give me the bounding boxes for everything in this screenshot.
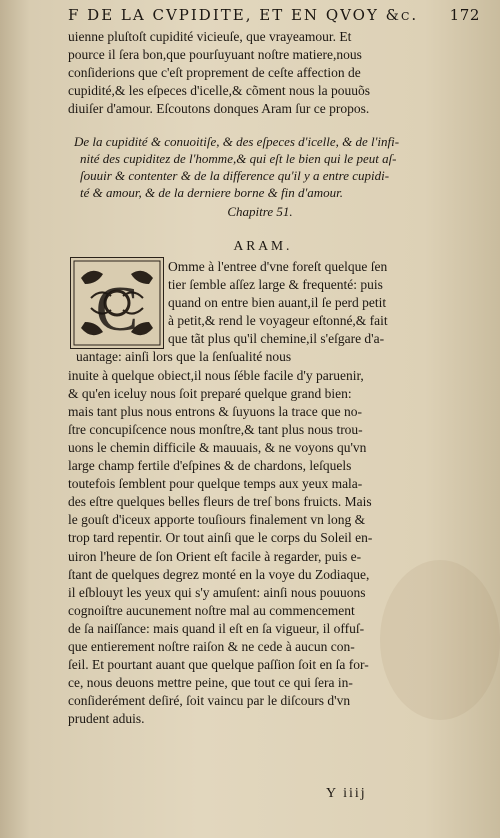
text-line: tier ſemble aſſez large & frequenté: puis: [168, 277, 383, 293]
text-line: uantage: ainſi lors que la ſenſualité nous: [76, 349, 292, 365]
text-line: quand on entre bien auant,il ſe perd petit: [168, 295, 387, 311]
chapter-summary: [74, 133, 480, 201]
text-line: conſiderément deſiré, ſoit vaincu par le diſcours d'vn: [68, 693, 351, 709]
text-line: inuite à quelque obiect,il nous ſéble facile d'y paruenir,: [68, 367, 364, 383]
summary-line: té & amour, & de la derniere borne & fin d'amour.: [80, 185, 344, 200]
text-line: des eſtre quelques belles fleurs de treſ bons fruicts. Mais: [68, 494, 372, 510]
text-line: toutefois ſemblent pour quelque temps aux yeux mala-: [68, 476, 363, 492]
text-line: il eſblouyt les yeux qui s'y amuſent: ainſi nous pouuons: [68, 584, 366, 600]
text-line: trop tard repentir. Or tout ainſi que le corps du Soleil en-: [68, 530, 373, 546]
text-line: de ſa naiſſance: mais quand il eſt en ſa vigueur, il offuſ-: [68, 620, 365, 636]
speaker-heading: ARAM.: [233, 238, 293, 253]
summary-line: nité des cupiditez de l'homme,& qui eſt le bien qui le peut aſ-: [80, 151, 397, 166]
text-line: uons le chemin difficile & mauuais, & ne voyons qu'vn: [68, 439, 367, 455]
text-line: & qu'en iceluy nous ſoit preparé quelque grand bien:: [68, 385, 352, 401]
text-line: que entierement noſtre raiſon & ne cede à aucun con-: [68, 638, 355, 654]
text-line: ce, nous deuons mettre peine, que tout ce qui ſera in-: [68, 675, 353, 691]
text-line: que tãt plus qu'il chemine,il s'eſgare d'a-: [168, 331, 385, 347]
top-paragraph: [68, 28, 480, 118]
text-line: large champ fertile d'eſpines & de chardons, leſquels: [68, 458, 352, 474]
text-line: uienne pluſtoſt cupidité vicieuſe, que vrayeamour. Et: [68, 29, 352, 44]
page-number: 172: [449, 6, 480, 24]
summary-line: De la cupidité & conuoitiſe, & des eſpeces d'icelle, & de l'infi-: [74, 134, 400, 149]
text-line: ſtant de quelques degrez monté en la voye du Zodiaque,: [68, 566, 370, 582]
text-line: ſtre concupiſcence nous monſtre,& tant plus nous trou-: [68, 421, 363, 437]
text-line: conſiderions que c'eſt proprement de ceſte affection de: [68, 65, 361, 80]
text-line: uiron l'heure de ſon Orient eſt facile à regarder, puis e-: [68, 548, 362, 564]
chapter-label: Chapitre 51.: [227, 204, 293, 219]
text-line: diuiſer d'amour. Eſcoutons donques Aram ſur ce propos.: [68, 101, 370, 116]
main-paragraph: [68, 258, 482, 728]
text-line: prudent aduis.: [68, 711, 145, 727]
svg-text:C: C: [95, 273, 139, 344]
text-line: Omme à l'entree d'vne foreſt quelque ſen: [168, 259, 388, 274]
text-line: pource il ſera bon,que pourſuyuant noſtre matiere,nous: [68, 47, 362, 62]
running-title: F DE LA CVPIDITE, ET EN QVOY &c.: [68, 6, 419, 24]
text-line: cognoiſtre aucunement noſtre mal au commencement: [68, 602, 355, 618]
text-line: mais tant plus nous entrons & ſuyuons la trace que no-: [68, 403, 362, 419]
summary-line: ſouuir & contenter & de la difference qu'il y a entre cupidi-: [80, 168, 390, 183]
text-line: ſeil. Et pourtant auant que quelque paſſion ſoit en ſa for-: [68, 657, 369, 673]
text-line: le gouſt d'iceux apporte touſiours finalement vn long &: [68, 512, 366, 528]
text-line: à petit,& rend le voyageur eſtonné,& fait: [168, 313, 388, 329]
running-header: [68, 6, 480, 24]
text-line: cupidité,& les eſpeces d'icelle,& cõment nous la pouuõs: [68, 83, 370, 98]
signature-mark: Y iiij: [326, 786, 367, 801]
